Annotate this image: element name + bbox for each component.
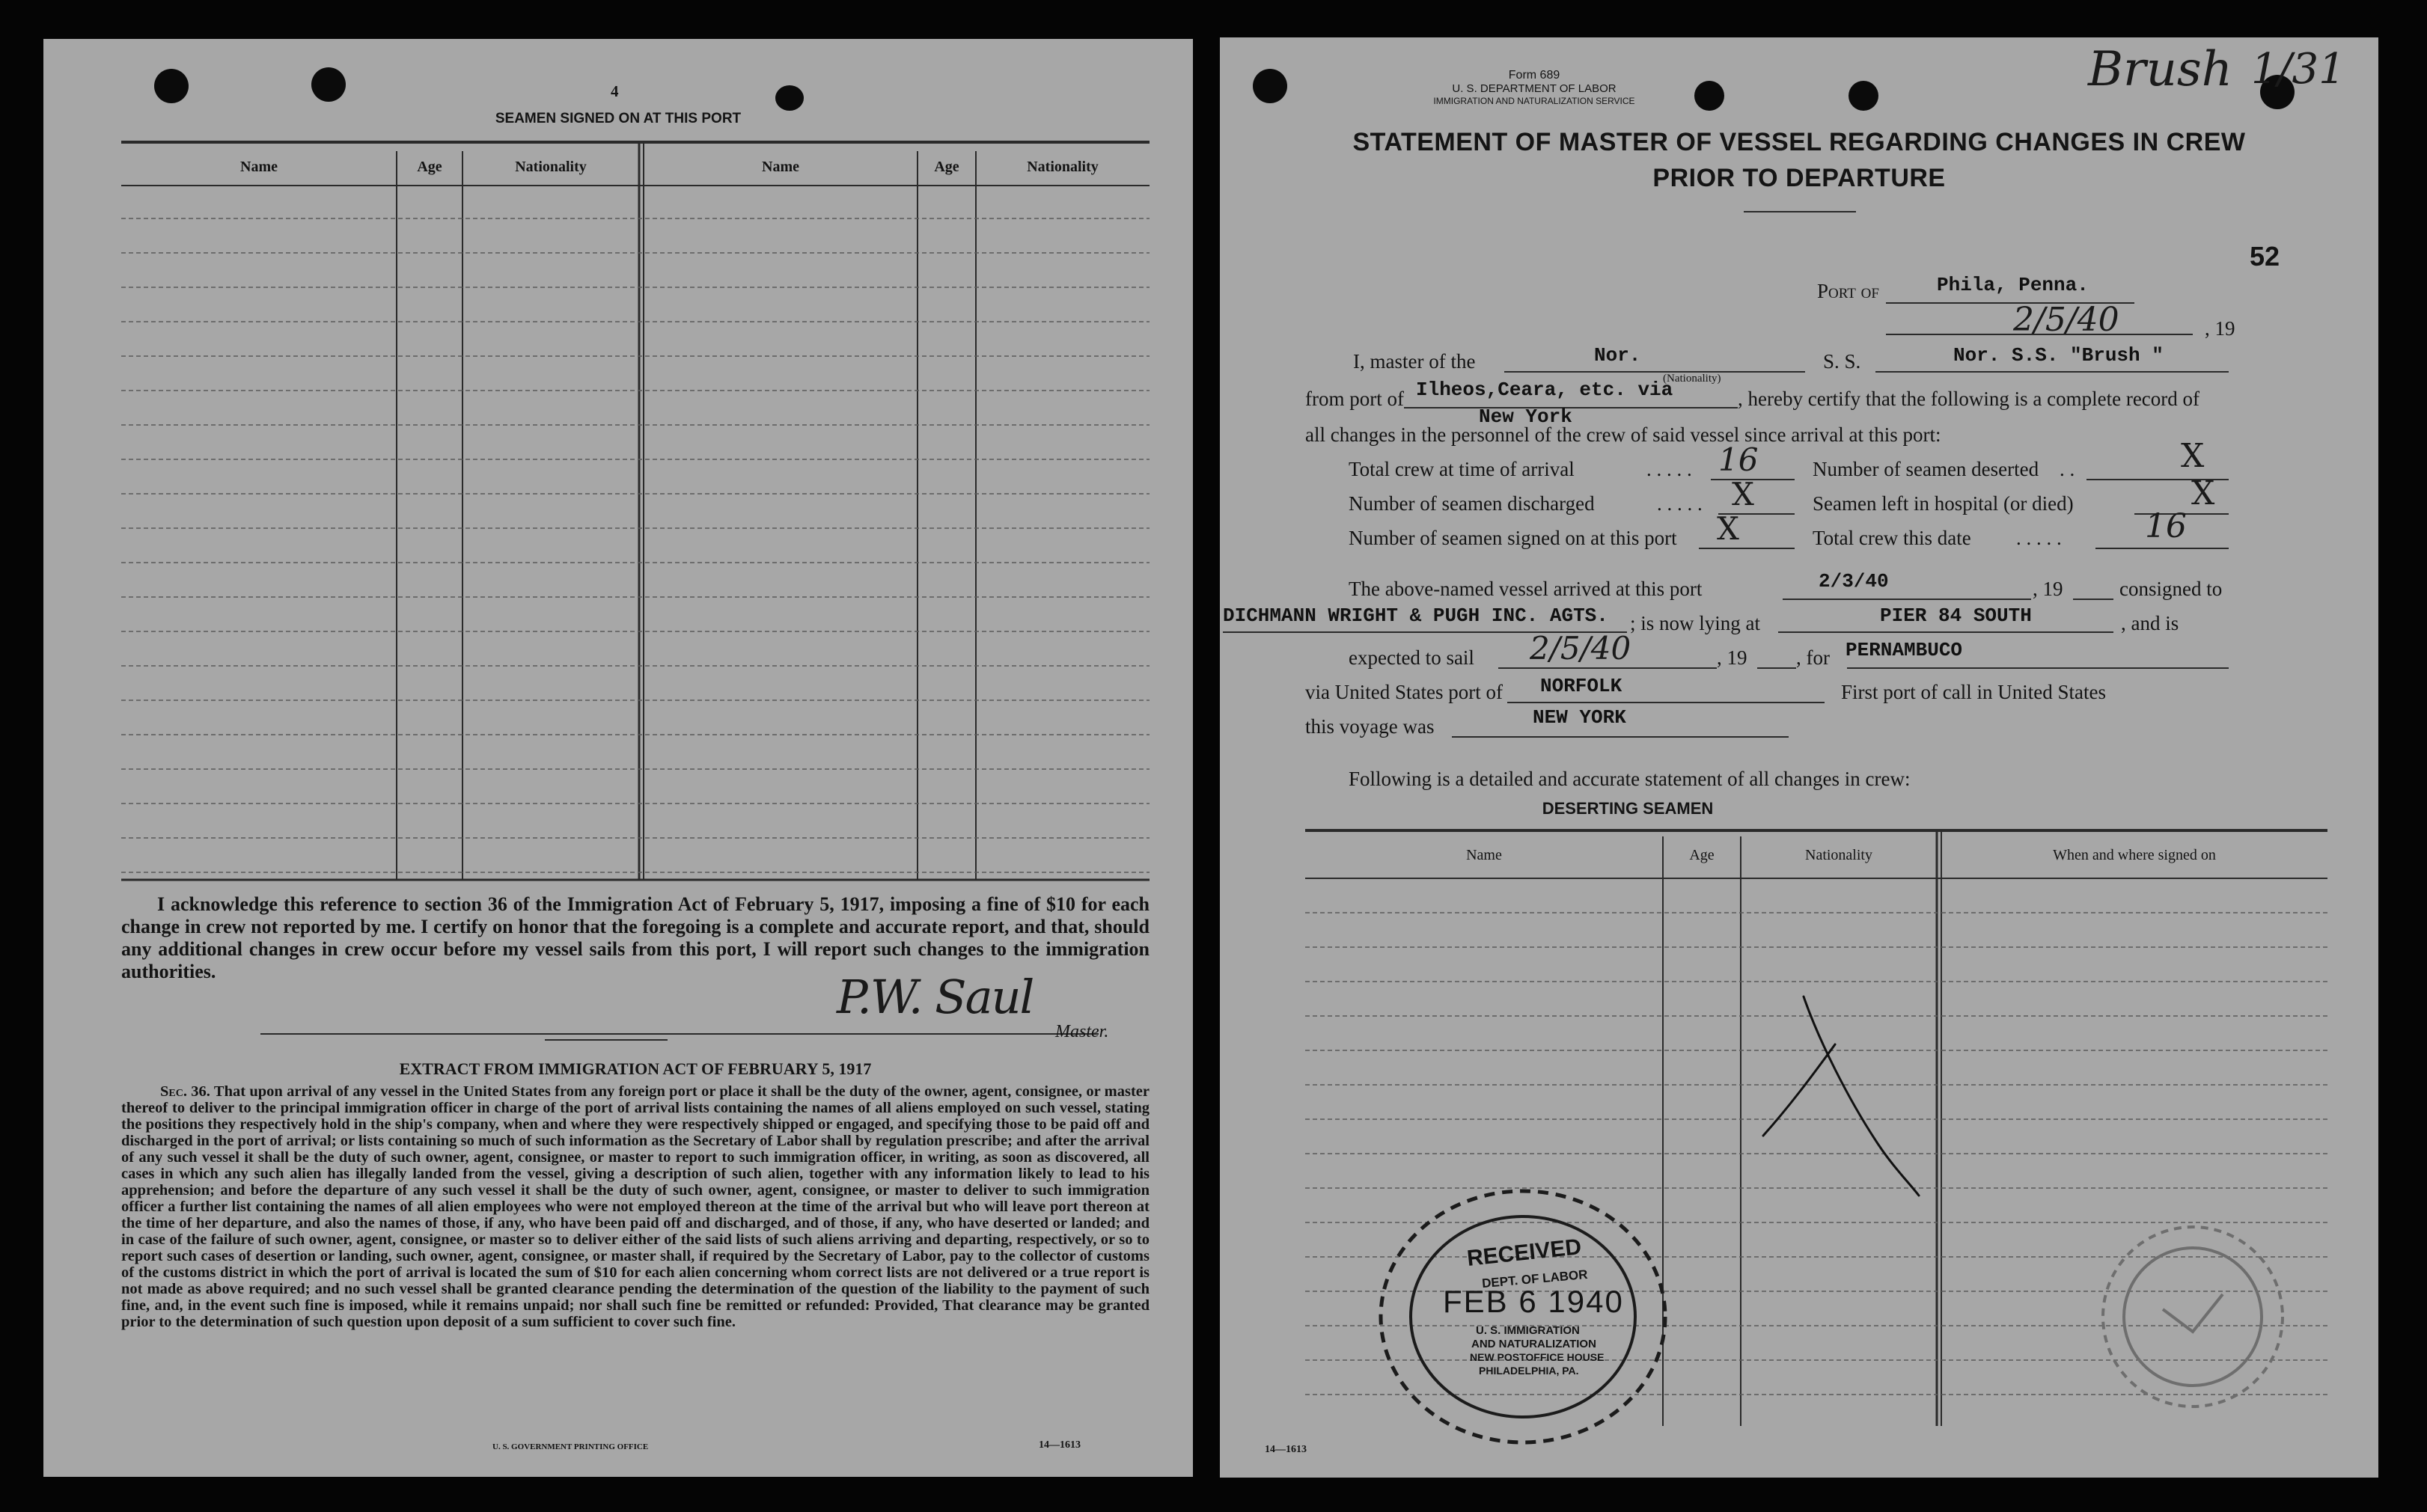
table-title: SEAMEN SIGNED ON AT THIS PORT [495,111,742,126]
column-header-age: Age [1689,847,1715,863]
seamen-hospital-value: X [2191,474,2215,512]
stamp-service-text: U. S. IMMIGRATION [1476,1324,1580,1337]
leader-dots: . . . . . [1646,458,1692,480]
right-page [1220,37,2378,1478]
column-header-age: Age [417,159,442,175]
seamen-signed-on-value: X [1717,510,1739,547]
for-label: , for [1796,646,1830,669]
voyage-value: NEW YORK [1533,706,1626,729]
and-is-label: , and is [2121,612,2179,634]
extract-text [121,1083,1150,1330]
certify-text: , hereby certify that the following is a complete record of [1738,388,2200,410]
lying-label: ; is now lying at [1630,612,1760,634]
deserting-title: DESERTING SEAMEN [1542,799,1714,818]
section-body: That upon arrival of any vessel in the United States from any foreign port or place it shall be the duty of the owner, agent, consignee, or master thereof to deliver to the principal immigration officer in charge of the port of arrival lists containing the names of all aliens employed on such vessel, stating the positions they respectively hold in the ship's company, when and where they were respectively shipped or engaged, and specifying those to be paid off and discharged in the port of arrival; or lists containing so much of such information as the Secretary of Labor shall by regulation prescribe; and after the arrival of any such vessel it shall be the duty of such owner, agent, consignee, or master to report to such immigration officer, in writing, as soon as discovered, all cases in which any such alien has illegally landed from the vessel, giving a description of such alien, together with any information likely to lead to his apprehension; and before the departure of any such vessel it shall be the duty of such owner, agent, consignee, or master to deliver to such immigration officer a further list containing the names of all alien employees who were not employed thereon at the time of the arrival but who will leave port thereon at the time of her departure, and also the names of those, if any, who have been paid off and discharged, and of those, if any, who have deserted or landed; and in case of the failure of such owner, agent, consignee, or master so to deliver either of the said lists of such aliens arriving and departing, respectively, or so to report such cases of desertion or landing, such owner, agent, consignee, or master shall, if required by the Secretary of Labor, pay to the collector of customs of the customs district in which the port of arrival is located the sum of $10 for each alien concerning whom correct lists are not delivered or a true report is not made as above required; and no such vessel shall be granted clearance pending the determination of the question of the liability to the payment of such fine, and, in the event such fine is imposed, while it remains unpaid; nor shall such fine be remitted or refunded: Provided, That clearance may be granted prior to the determination of such question upon deposit of a sum sufficient to cover such fine. [121,1083,1150,1330]
agents-value: DICHMANN WRIGHT & PUGH INC. AGTS. [1223,605,1608,627]
column-header-signed-on: When and where signed on [2053,847,2216,863]
from-port-value: Ilheos,Ceara, etc. via [1416,379,1673,401]
stamp-location-text: NEW POSTOFFICE HOUSE [1470,1351,1605,1363]
acknowledgment-text: I acknowledge this reference to section 36 of the Immigration Act of February 5, 1917, imposing a fine of $10 for each change in crew not reported by me. I certify on honor that the foregoing is a complete and accurate report, and that, should any additional changes in crew occur before my vessel sails from this port, I will report such changes to the immigration authorities. [121,893,1150,982]
pier-value: PIER 84 SOUTH [1880,605,2032,627]
seamen-discharged-label: Number of seamen discharged [1349,492,1595,515]
from-port-value-cont: New York [1479,405,1572,428]
leader-dots: . . [2060,458,2075,480]
port-label: Port of [1817,280,1879,302]
stamp-service-text: AND NATURALIZATION [1471,1338,1596,1350]
column-header-nationality: Nationality [515,159,587,175]
seamen-deserted-label: Number of seamen deserted [1813,458,2039,480]
handwritten-vessel-name: Brush [2088,42,2232,97]
via-label: via United States port of [1305,681,1503,703]
via-value: NORFOLK [1540,675,1622,697]
consigned-label: consigned to [2119,578,2223,600]
arrived-label: The above-named vessel arrived at this port [1349,578,1703,600]
leader-dots: . . . . . [2016,527,2062,549]
expected-label: expected to sail [1349,646,1474,669]
cross-mark [1763,997,1919,1196]
column-header-age: Age [934,159,959,175]
vessel-value: Nor. S.S. "Brush " [1953,344,2164,367]
destination-value: PERNAMBUCO [1846,639,1963,661]
seamen-discharged-value: X [1732,476,1754,512]
voyage-label: this voyage was [1305,715,1435,738]
column-header-name: Name [240,159,278,175]
all-changes-text: all changes in the personnel of the crew of said vessel since arrival at this port: [1305,423,1941,446]
from-port-label: from port of [1305,388,1404,410]
total-crew-arrival-label: Total crew at time of arrival [1349,458,1575,480]
section-label: Sec. 36. [160,1083,210,1100]
form-code: 14—1613 [1265,1444,1307,1455]
column-header-nationality: Nationality [1805,847,1872,863]
year-label: , 19 [1717,646,1747,669]
page-number: 4 [611,82,619,100]
column-header-name: Name [762,159,799,175]
department-name: U. S. DEPARTMENT OF LABOR [1452,82,1617,95]
column-header-nationality: Nationality [1027,159,1099,175]
nationality-value: Nor. [1594,344,1641,367]
nationality-hint: (Nationality) [1663,373,1721,385]
total-crew-arrival-value: 16 [1718,441,1759,478]
master-label: Master. [1055,1022,1109,1041]
printer-imprint: U. S. GOVERNMENT PRINTING OFFICE [492,1442,649,1451]
form-number: Form 689 [1508,69,1560,82]
sail-value: 2/5/40 [1530,630,1631,667]
arrived-value: 2/3/40 [1819,570,1889,593]
date-value: 2/5/40 [2013,301,2119,339]
total-crew-date-value: 16 [2145,507,2187,545]
leader-dots: . . . . . [1657,492,1703,515]
seamen-signed-on-label: Number of seamen signed on at this port [1349,527,1677,549]
left-page [43,39,1193,1477]
handwritten-fraction: 1/31 [2251,45,2345,94]
form-title-line-1: STATEMENT OF MASTER OF VESSEL REGARDING CHANGES IN CREW [1352,128,2246,156]
port-value: Phila, Penna. [1937,274,2089,296]
stamp-date-text: FEB 6 1940 [1443,1284,1624,1319]
following-text: Following is a detailed and accurate statement of all changes in crew: [1349,768,1911,790]
form-title-line-2: PRIOR TO DEPARTURE [1652,164,1946,192]
master-signature: P.W. Saul [837,970,1034,1024]
stamp-received-text: RECEIVED [1465,1234,1583,1271]
stamp-dept-text: DEPT. OF LABOR [1481,1267,1589,1291]
faint-circular-stamp [2080,1205,2305,1429]
column-header-name: Name [1466,847,1502,863]
year-label: , 19 [2205,317,2235,340]
seamen-hospital-label: Seamen left in hospital (or died) [1813,492,2074,515]
page-number: 52 [2250,241,2280,272]
total-crew-date-label: Total crew this date [1813,527,1971,549]
ss-label: S. S. [1823,350,1861,373]
form-code: 14—1613 [1039,1439,1081,1451]
year-label: , 19 [2033,578,2063,600]
service-name: IMMIGRATION AND NATURALIZATION SERVICE [1433,96,1635,106]
stamp-location-text: PHILADELPHIA, PA. [1479,1365,1579,1377]
seamen-deserted-value: X [2181,437,2205,475]
master-of-label: I, master of the [1353,350,1476,373]
extract-title: EXTRACT FROM IMMIGRATION ACT OF FEBRUARY 5, 1917 [399,1059,872,1078]
first-port-label: First port of call in United States [1841,681,2106,703]
